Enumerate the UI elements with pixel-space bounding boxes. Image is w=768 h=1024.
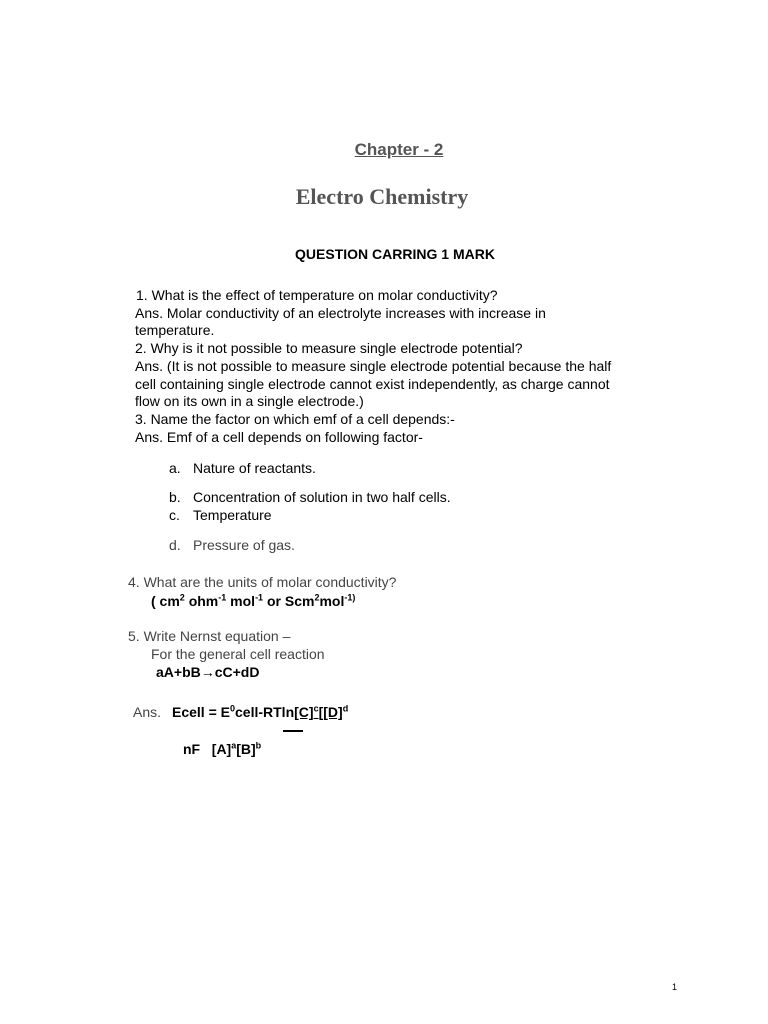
factor-text: Nature of reactants. bbox=[193, 460, 316, 476]
factor-text: Temperature bbox=[193, 507, 272, 523]
factor-marker: c. bbox=[169, 507, 180, 523]
page-number: 1 bbox=[672, 982, 678, 992]
answer-1-line-2: temperature. bbox=[135, 322, 215, 338]
chapter-label: Chapter - 2 bbox=[354, 140, 444, 159]
answer-4-units: ( $cm^2$ ohm$^{-1}$ mol$^{-1}$ or Scm$^2$mol$^{-1)}$ bbox=[151, 592, 356, 609]
factor-marker: d. bbox=[169, 537, 181, 553]
question-5: 5. Write Nernst equation – bbox=[128, 628, 291, 644]
factor-text: Pressure of gas. bbox=[193, 537, 295, 553]
section-heading: QUESTION CARRING 1 MARK bbox=[295, 246, 495, 262]
document-title: Electro Chemistry bbox=[295, 184, 469, 209]
factor-marker: a. bbox=[169, 460, 181, 476]
answer-1-line-1: Ans. Molar conductivity of an electrolyte increases with increase in bbox=[135, 305, 546, 321]
question-4: 4. What are the units of molar conductivity? bbox=[128, 574, 397, 590]
question-2: 2. Why is it not possible to measure single electrode potential? bbox=[135, 340, 523, 356]
nernst-denominator: nF $[A]^a[B]^b$ bbox=[183, 740, 262, 757]
answer-2-line-3: flow on its own in a single electrode.) bbox=[135, 393, 364, 409]
question-5-line-2: For the general cell reaction bbox=[151, 646, 325, 662]
fraction-bar bbox=[283, 730, 303, 732]
factor-text: Concentration of solution in two half cells. bbox=[193, 489, 451, 505]
answer-2-line-1: Ans. (It is not possible to measure single electrode potential because the half bbox=[135, 358, 612, 374]
answer-5-label: Ans. bbox=[133, 704, 162, 720]
answer-3: Ans. Emf of a cell depends on following factor- bbox=[135, 429, 423, 445]
nernst-numerator: Ecell = $E^0cell-RTln[C]^c[[D]^d$ bbox=[172, 703, 349, 720]
question-1: 1. What is the effect of temperature on molar conductivity? bbox=[136, 287, 498, 303]
question-3: 3. Name the factor on which emf of a cell depends:- bbox=[135, 411, 455, 427]
answer-2-line-2: cell containing single electrode cannot exist independently, as charge cannot bbox=[135, 376, 610, 392]
factor-marker: b. bbox=[169, 489, 181, 505]
cell-reaction: aA+bB→cC+dD bbox=[156, 664, 260, 680]
